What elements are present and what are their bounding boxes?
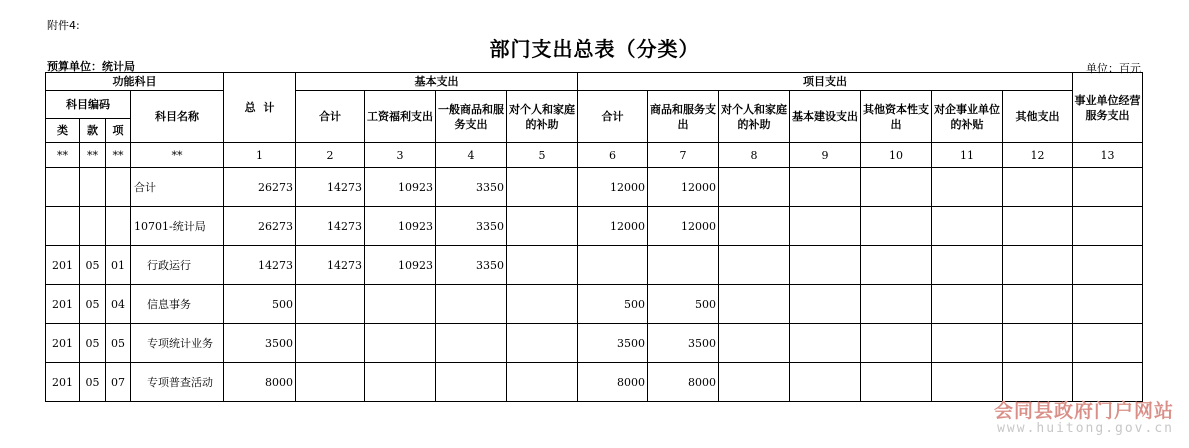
proj-goods-header: 商品和服务支出 [648, 91, 719, 143]
money-unit-label: 单位：百元 [1086, 62, 1141, 75]
xiang-header: 项 [106, 119, 131, 143]
total-header: 总 计 [224, 73, 296, 143]
capital-construction-cell [790, 285, 861, 324]
other-capital-cell [861, 363, 932, 402]
func-subject-header: 功能科目 [46, 73, 224, 91]
proj-goods-cell: 12000 [648, 168, 719, 207]
enterprise-subsidy-cell [932, 324, 1003, 363]
wages-header: 工资福利支出 [365, 91, 436, 143]
enterprise-subsidy-cell [932, 246, 1003, 285]
index-cell: ** [106, 143, 131, 168]
index-cell: 2 [296, 143, 365, 168]
lei-header: 类 [46, 119, 80, 143]
budget-unit-label: 预算单位：统计局 [47, 60, 135, 73]
other-expense-cell [1003, 246, 1073, 285]
enterprise-subsidy-cell [932, 168, 1003, 207]
goods-services-cell: 3350 [436, 168, 507, 207]
index-cell: 12 [1003, 143, 1073, 168]
basic-expense-header: 基本支出 [296, 73, 578, 91]
basic-total-cell [296, 285, 365, 324]
goods-services-cell [436, 324, 507, 363]
xiang-cell: 05 [106, 324, 131, 363]
proj-personal-cell [719, 246, 790, 285]
lei-cell [46, 168, 80, 207]
wages-cell: 10923 [365, 246, 436, 285]
goods-services-cell: 3350 [436, 246, 507, 285]
other-capital-cell [861, 168, 932, 207]
proj-personal-cell [719, 285, 790, 324]
goods-services-cell [436, 285, 507, 324]
other-expense-cell [1003, 324, 1073, 363]
xiang-cell [106, 168, 131, 207]
proj-personal-cell [719, 168, 790, 207]
other-expense-cell [1003, 207, 1073, 246]
lei-cell: 201 [46, 324, 80, 363]
table-row [46, 363, 1143, 402]
proj-goods-cell: 12000 [648, 207, 719, 246]
business-service-cell [1073, 207, 1143, 246]
wages-cell [365, 285, 436, 324]
goods-services-cell: 3350 [436, 207, 507, 246]
subject-name-cell: 行政运行 [131, 246, 224, 285]
proj-personal-cell [719, 324, 790, 363]
personal-subsidy-cell [507, 168, 578, 207]
subject-name-cell: 信息事务 [131, 285, 224, 324]
kuan-cell: 05 [80, 285, 106, 324]
total-cell: 3500 [224, 324, 296, 363]
kuan-cell [80, 207, 106, 246]
table-row [46, 207, 1143, 246]
total-cell: 26273 [224, 168, 296, 207]
enterprise-subsidy-cell [932, 207, 1003, 246]
subject-name-cell: 专项统计业务 [131, 324, 224, 363]
capital-construction-cell [790, 324, 861, 363]
lei-cell: 201 [46, 285, 80, 324]
watermark-site-name: 会同县政府门户网站 [993, 400, 1174, 422]
subject-name-cell: 专项普查活动 [131, 363, 224, 402]
business-service-cell [1073, 168, 1143, 207]
other-expense-cell [1003, 168, 1073, 207]
proj-total-cell: 8000 [578, 363, 648, 402]
index-cell: ** [80, 143, 106, 168]
wages-cell [365, 324, 436, 363]
other-capital-header: 其他资本性支出 [861, 91, 932, 143]
index-cell: ** [131, 143, 224, 168]
index-cell: 5 [507, 143, 578, 168]
other-capital-cell [861, 285, 932, 324]
proj-total-cell [578, 246, 648, 285]
personal-subsidy-cell [507, 324, 578, 363]
basic-total-cell: 14273 [296, 207, 365, 246]
other-expense-cell [1003, 285, 1073, 324]
table-row [46, 324, 1143, 363]
index-cell: 3 [365, 143, 436, 168]
personal-subsidy-cell [507, 363, 578, 402]
proj-total-cell: 12000 [578, 168, 648, 207]
index-cell: 10 [861, 143, 932, 168]
index-cell: 6 [578, 143, 648, 168]
total-cell: 8000 [224, 363, 296, 402]
index-cell: 4 [436, 143, 507, 168]
basic-total-cell: 14273 [296, 246, 365, 285]
header-row-1 [46, 73, 1143, 91]
business-service-cell [1073, 246, 1143, 285]
proj-total-cell: 500 [578, 285, 648, 324]
enterprise-subsidy-cell [932, 285, 1003, 324]
index-row [46, 143, 1143, 168]
kuan-cell: 05 [80, 324, 106, 363]
capital-construction-cell [790, 207, 861, 246]
lei-cell: 201 [46, 363, 80, 402]
personal-subsidy-cell [507, 246, 578, 285]
proj-personal-cell [719, 363, 790, 402]
table-row [46, 246, 1143, 285]
proj-goods-cell: 3500 [648, 324, 719, 363]
other-capital-cell [861, 324, 932, 363]
proj-personal-cell [719, 207, 790, 246]
proj-total-cell: 12000 [578, 207, 648, 246]
kuan-cell [80, 168, 106, 207]
proj-goods-cell: 500 [648, 285, 719, 324]
attachment-label: 附件4: [47, 19, 80, 32]
page-title: 部门支出总表（分类） [489, 37, 700, 61]
kuan-header: 款 [80, 119, 106, 143]
other-expense-header: 其他支出 [1003, 91, 1073, 143]
index-cell: ** [46, 143, 80, 168]
subject-name-cell: 合计 [131, 168, 224, 207]
proj-goods-cell [648, 246, 719, 285]
wages-cell: 10923 [365, 207, 436, 246]
capital-construction-cell [790, 168, 861, 207]
lei-cell [46, 207, 80, 246]
total-cell: 26273 [224, 207, 296, 246]
index-cell: 1 [224, 143, 296, 168]
xiang-cell: 07 [106, 363, 131, 402]
goods-services-header: 一般商品和服务支出 [436, 91, 507, 143]
capital-construction-cell [790, 246, 861, 285]
total-cell: 500 [224, 285, 296, 324]
expenditure-table [45, 72, 1143, 402]
enterprise-subsidy-cell [932, 363, 1003, 402]
enterprise-subsidy-header: 对企事业单位的补贴 [932, 91, 1003, 143]
other-capital-cell [861, 207, 932, 246]
index-cell: 8 [719, 143, 790, 168]
lei-cell: 201 [46, 246, 80, 285]
other-capital-cell [861, 246, 932, 285]
total-cell: 14273 [224, 246, 296, 285]
xiang-cell: 04 [106, 285, 131, 324]
business-service-header: 事业单位经营服务支出 [1073, 73, 1143, 143]
basic-total-cell [296, 324, 365, 363]
kuan-cell: 05 [80, 363, 106, 402]
personal-subsidy-header: 对个人和家庭的补助 [507, 91, 578, 143]
personal-subsidy-cell [507, 285, 578, 324]
kuan-cell: 05 [80, 246, 106, 285]
index-cell: 11 [932, 143, 1003, 168]
index-cell: 7 [648, 143, 719, 168]
personal-subsidy-cell [507, 207, 578, 246]
project-expense-header: 项目支出 [578, 73, 1073, 91]
header-row-2 [46, 91, 1143, 119]
xiang-cell [106, 207, 131, 246]
capital-construction-cell [790, 363, 861, 402]
proj-goods-cell: 8000 [648, 363, 719, 402]
business-service-cell [1073, 285, 1143, 324]
index-cell: 9 [790, 143, 861, 168]
basic-total-cell [296, 363, 365, 402]
proj-total-header: 合计 [578, 91, 648, 143]
basic-total-cell: 14273 [296, 168, 365, 207]
watermark-url: www.huitong.gov.cn [997, 421, 1174, 436]
subject-code-header: 科目编码 [46, 91, 131, 119]
subject-name-header: 科目名称 [131, 91, 224, 143]
proj-personal-header: 对个人和家庭的补助 [719, 91, 790, 143]
goods-services-cell [436, 363, 507, 402]
subject-name-cell: 10701-统计局 [131, 207, 224, 246]
xiang-cell: 01 [106, 246, 131, 285]
wages-cell: 10923 [365, 168, 436, 207]
watermark [994, 396, 1174, 436]
proj-total-cell: 3500 [578, 324, 648, 363]
table-row [46, 285, 1143, 324]
capital-construction-header: 基本建设支出 [790, 91, 861, 143]
business-service-cell [1073, 324, 1143, 363]
table-row [46, 168, 1143, 207]
index-cell: 13 [1073, 143, 1143, 168]
wages-cell [365, 363, 436, 402]
basic-total-header: 合计 [296, 91, 365, 143]
